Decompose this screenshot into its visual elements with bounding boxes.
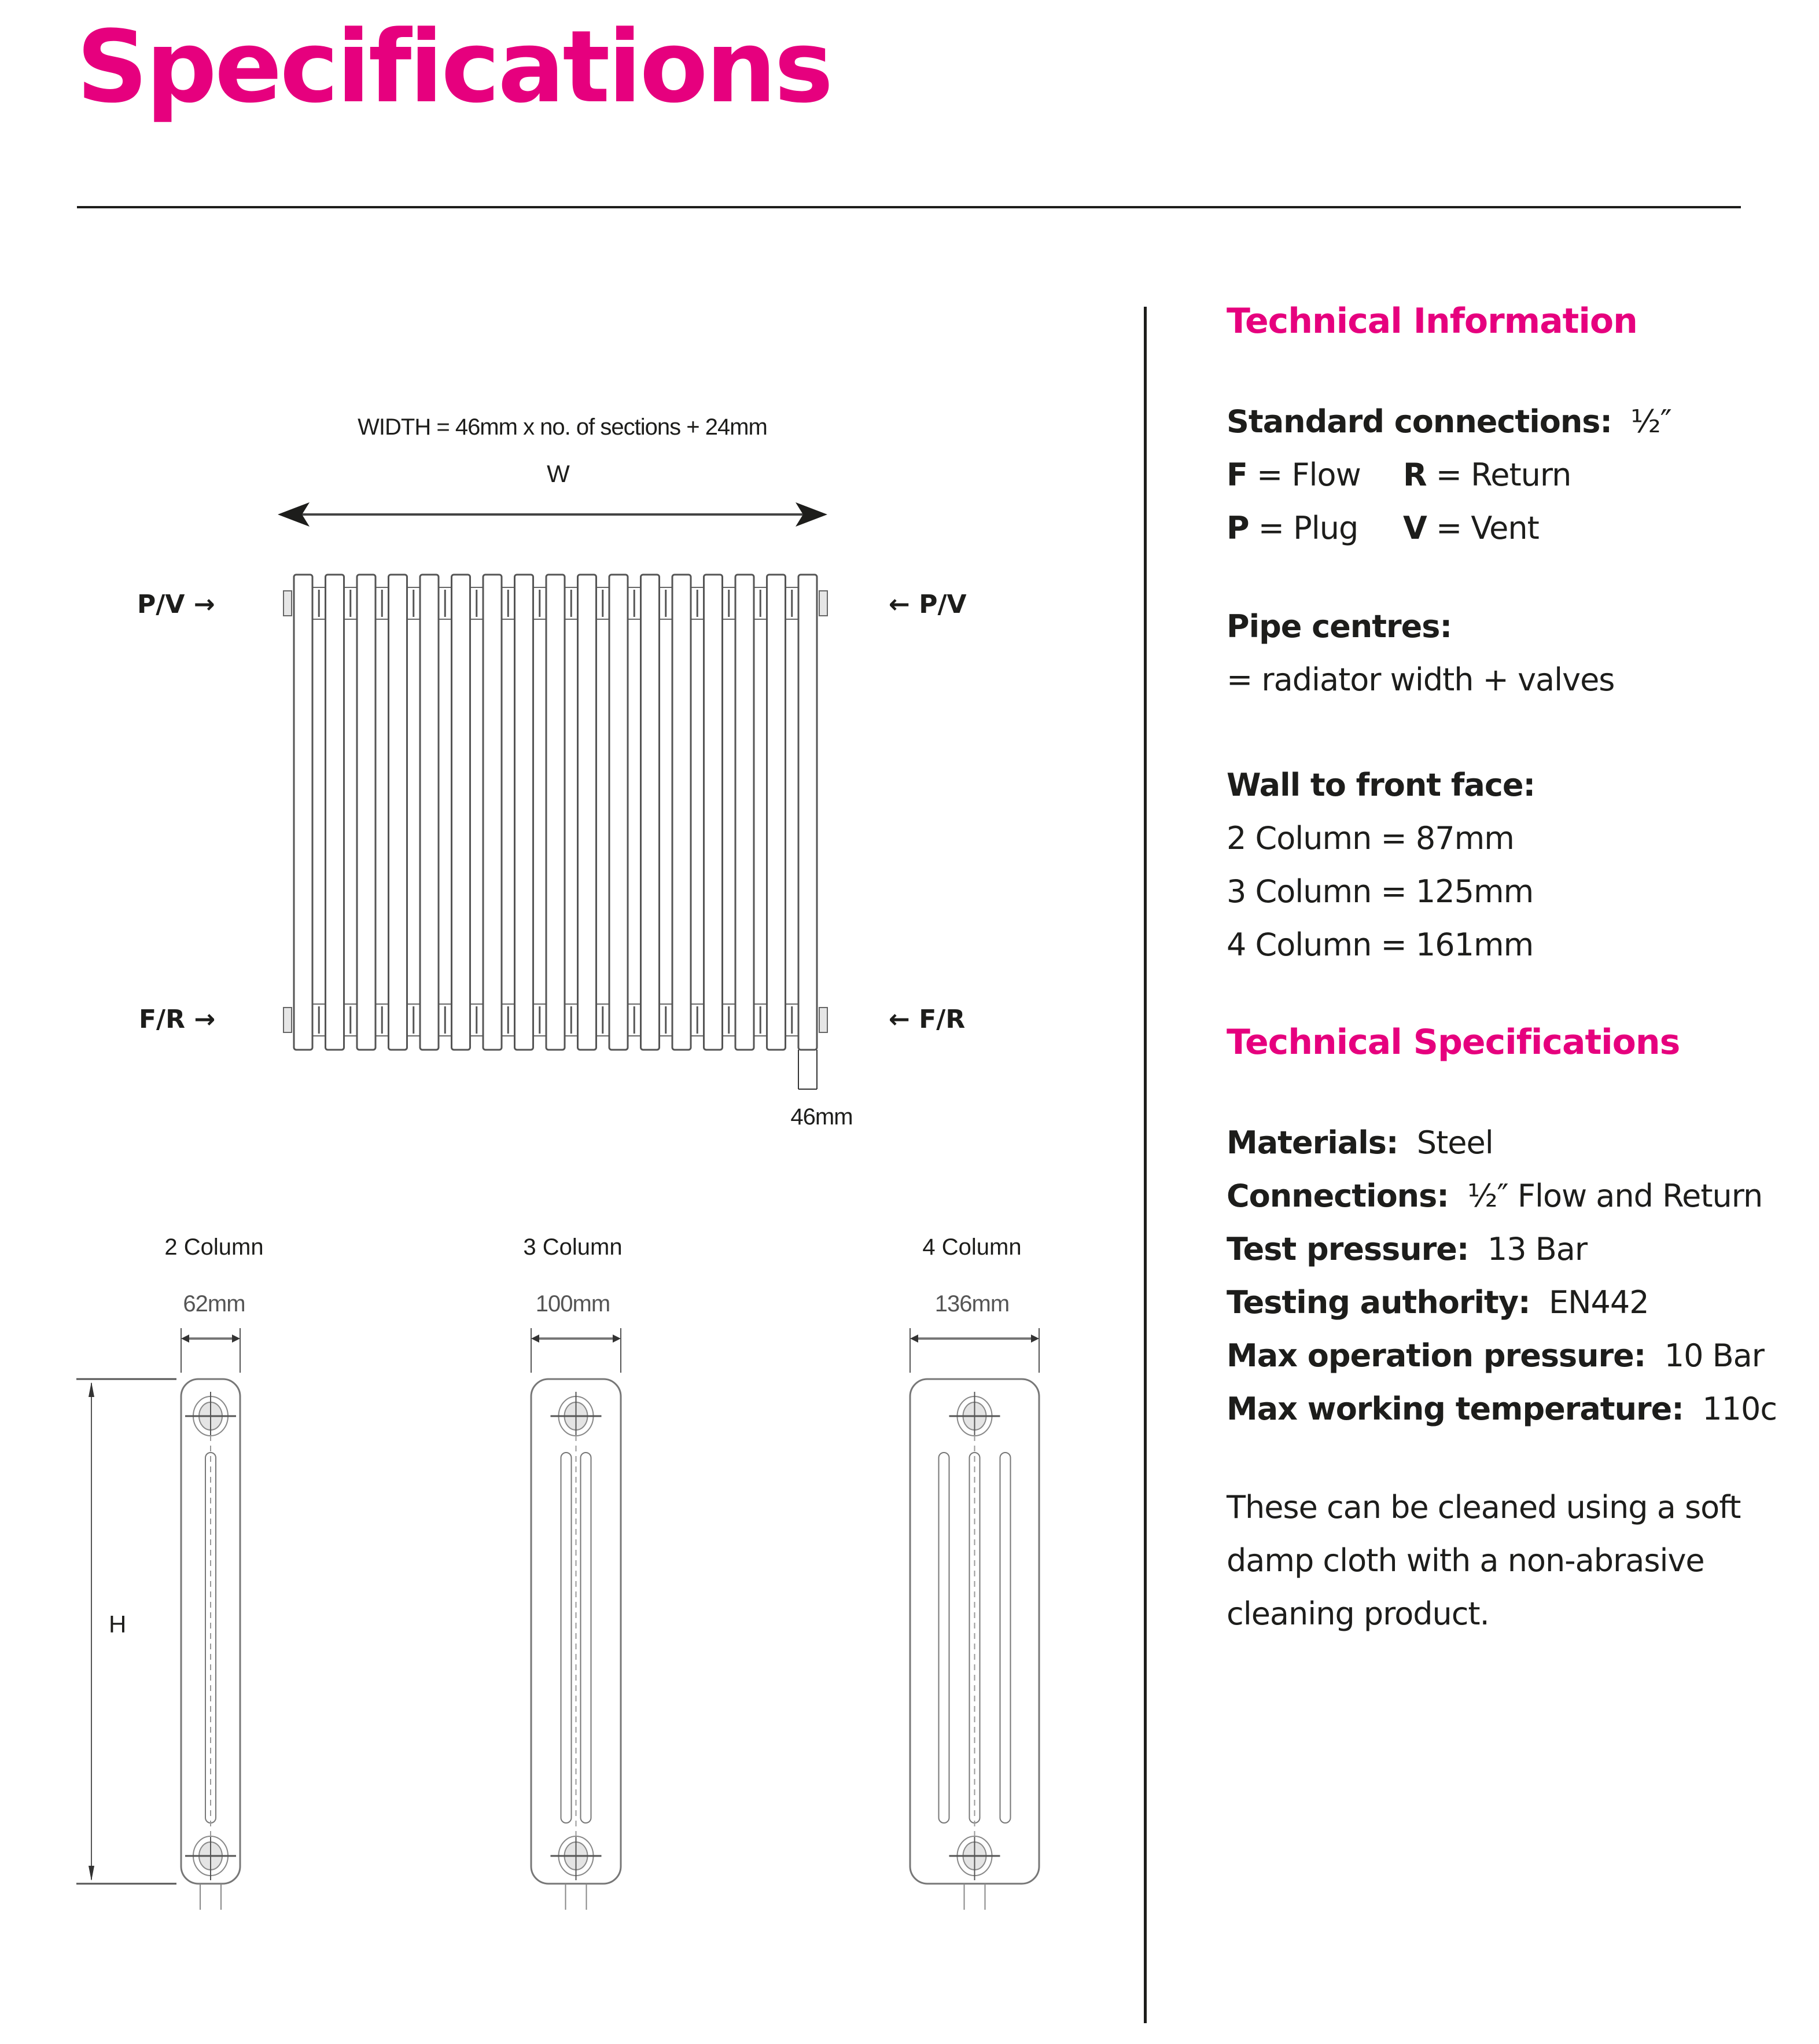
standard-connections-value: ½″	[1630, 403, 1671, 440]
pipe-centres-value: = radiator width + valves	[1227, 661, 1615, 698]
legend-item-return: R = Return	[1403, 457, 1571, 493]
page-title: Specifications	[76, 9, 831, 125]
legend-item-plug: P = Plug	[1227, 510, 1358, 546]
standard-connections-row	[1227, 403, 1671, 440]
spec-row-materials: Materials: Steel	[1227, 1124, 1493, 1161]
arrow-left-icon: ←	[889, 1005, 910, 1034]
section-pitch-label: 46mm	[790, 1104, 853, 1130]
wall-to-front-face-item: 3 Column = 125mm	[1227, 873, 1534, 910]
height-symbol: H	[109, 1611, 127, 1638]
cleaning-note-line: cleaning product.	[1227, 1596, 1489, 1632]
arrow-right-icon: →	[194, 1005, 216, 1034]
spec-row-testing-authority: Testing authority: EN442	[1227, 1284, 1649, 1321]
standard-connections-label: Standard connections:	[1227, 403, 1612, 440]
top-left-connection-label: P/V →	[137, 590, 215, 619]
spec-row-max-working-temperature: Max working temperature: 110c	[1227, 1391, 1777, 1427]
column-depth-label: 62mm	[183, 1291, 245, 1317]
spec-row-max-operation-pressure: Max operation pressure: 10 Bar	[1227, 1337, 1764, 1374]
legend-row	[1227, 510, 1539, 546]
legend-row	[1227, 459, 1571, 491]
column-type-label: 4 Column	[922, 1234, 1022, 1260]
technical-information-heading: Technical Information	[1227, 301, 1637, 341]
pipe-centres-label: Pipe centres:	[1227, 608, 1452, 645]
column-type-label: 2 Column	[164, 1234, 264, 1260]
cleaning-note-line: These can be cleaned using a soft	[1227, 1489, 1741, 1525]
top-right-connection-label: ← P/V	[889, 590, 967, 619]
cleaning-note-line: damp cloth with a non-abrasive	[1227, 1542, 1704, 1579]
column-depth-label: 100mm	[535, 1291, 610, 1317]
bottom-left-connection-label: F/R →	[139, 1005, 216, 1034]
spec-row-test-pressure: Test pressure: 13 Bar	[1227, 1231, 1588, 1267]
wall-to-front-face-label: Wall to front face:	[1227, 767, 1536, 803]
width-symbol: W	[547, 460, 570, 487]
bottom-right-connection-label: ← F/R	[889, 1005, 966, 1034]
column-type-label: 3 Column	[523, 1234, 623, 1260]
spec-row-connections: Connections: ½″ Flow and Return	[1227, 1178, 1763, 1214]
arrow-right-icon: →	[193, 590, 215, 619]
width-formula: WIDTH = 46mm x no. of sections + 24mm	[358, 414, 767, 440]
column-depth-label: 136mm	[934, 1291, 1010, 1317]
wall-to-front-face-item: 2 Column = 87mm	[1227, 820, 1514, 856]
legend-item-vent: V = Vent	[1403, 510, 1539, 546]
technical-specifications-heading: Technical Specifications	[1227, 1022, 1680, 1063]
arrow-left-icon: ←	[889, 590, 910, 619]
legend-item-flow: F = Flow	[1227, 457, 1361, 493]
wall-to-front-face-item: 4 Column = 161mm	[1227, 927, 1534, 963]
